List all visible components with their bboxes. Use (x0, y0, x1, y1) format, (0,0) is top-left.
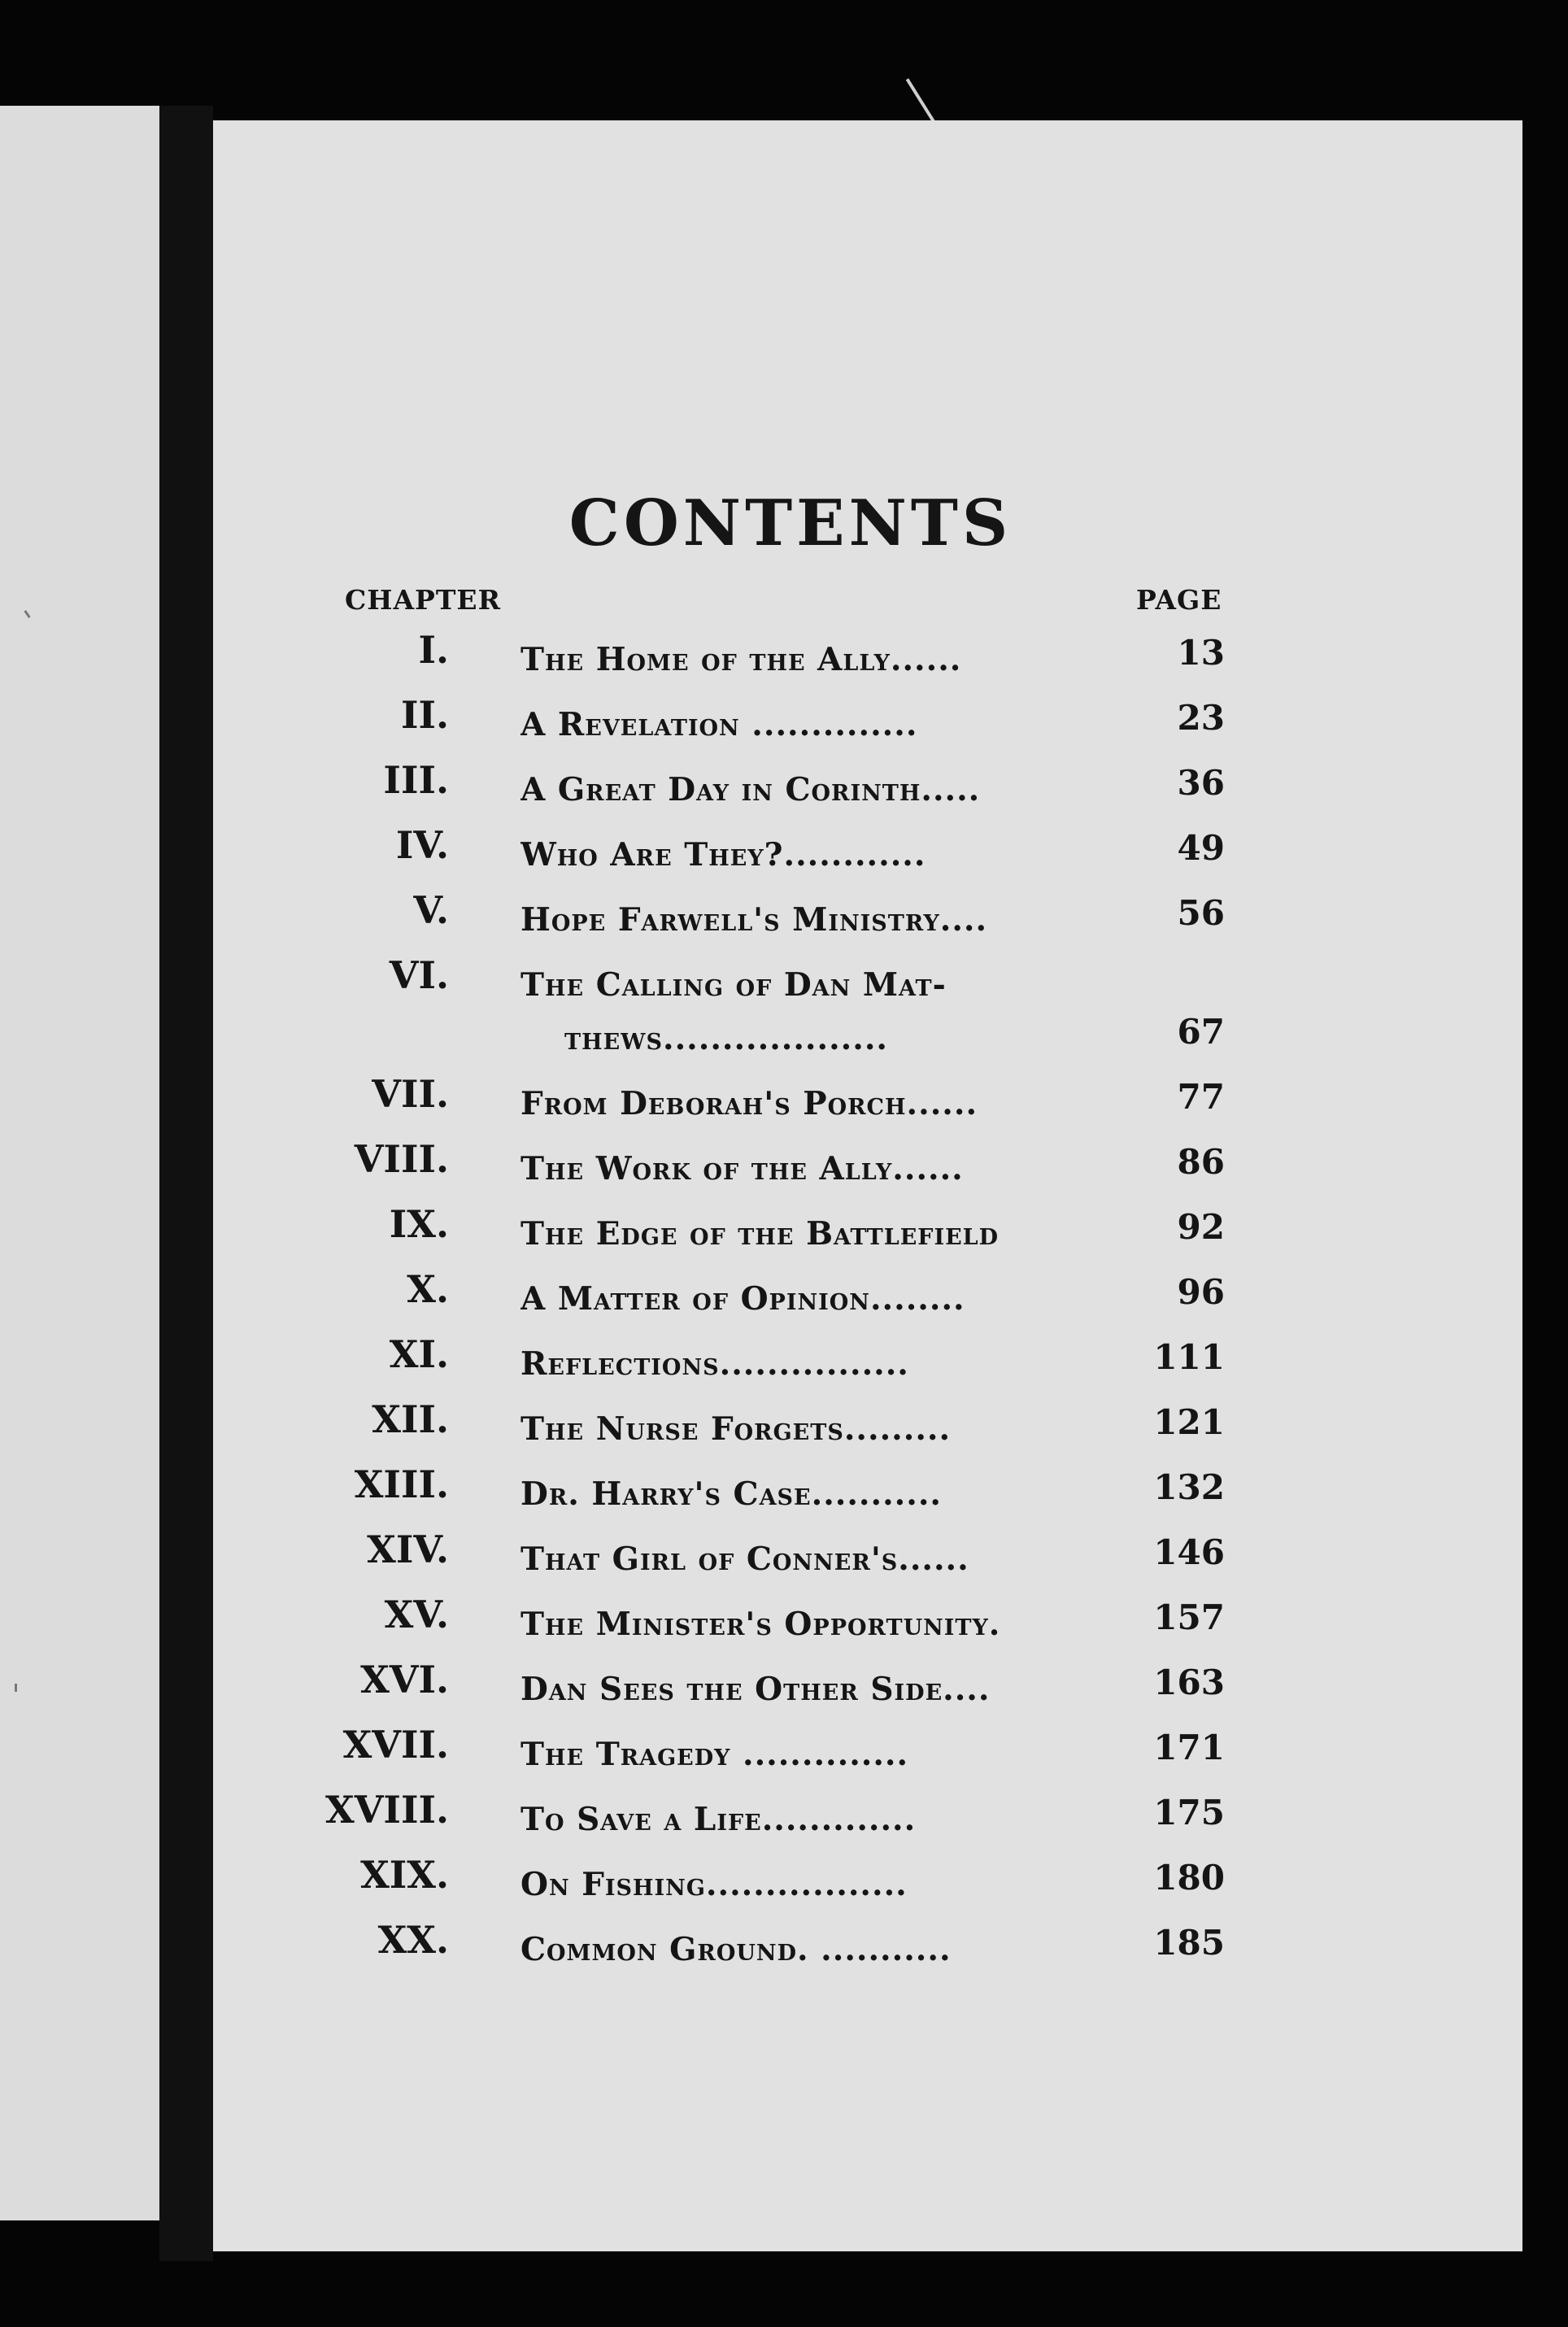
chapter-title: The Minister's Opportunity. (520, 1606, 1001, 1643)
contents-entry (213, 1848, 1392, 1913)
chapter-number: XVII. (342, 1723, 449, 1767)
page-number: 157 (1153, 1597, 1225, 1637)
chapter-number: XVIII. (325, 1788, 449, 1832)
page-number: 185 (1153, 1923, 1225, 1963)
chapter-number: XIX. (360, 1853, 449, 1897)
page-number: 92 (1177, 1207, 1225, 1247)
chapter-number: V. (413, 888, 449, 932)
contents-entry (213, 883, 1392, 948)
contents-entry (213, 623, 1392, 688)
page-number: 13 (1177, 633, 1225, 673)
chapter-title: A Great Day in Corinth..... (520, 771, 981, 808)
chapter-number: VII. (372, 1072, 449, 1116)
page-speck (24, 610, 30, 618)
chapter-title: A Revelation .............. (520, 706, 918, 743)
page-number: 111 (1153, 1337, 1225, 1377)
chapter-title: The Edge of the Battlefield (520, 1215, 1000, 1253)
chapter-title: The Home of the Ally...... (520, 641, 962, 678)
chapter-number: II. (400, 693, 449, 737)
chapter-number: XV. (384, 1593, 449, 1636)
chapter-title: Dan Sees the Other Side.... (520, 1671, 991, 1708)
chapter-title: The Work of the Ally...... (520, 1150, 964, 1187)
contents-entry (213, 1197, 1392, 1262)
page-number: 175 (1153, 1793, 1225, 1832)
chapter-number: XII. (372, 1397, 449, 1441)
contents-entry (213, 818, 1392, 883)
page-title: CONTENTS (568, 486, 1013, 560)
chapter-title: The Nurse Forgets......... (520, 1410, 952, 1448)
page-speck (15, 1684, 17, 1692)
contents-entry (213, 948, 1392, 1067)
facing-page-edge (0, 106, 159, 2220)
page-number: 77 (1177, 1077, 1225, 1117)
chapter-number: VI. (389, 953, 449, 997)
page-column-label: PAGE (1136, 584, 1222, 616)
page-number: 121 (1153, 1402, 1225, 1442)
page-number: 56 (1177, 893, 1225, 933)
contents-entry (213, 753, 1392, 818)
chapter-title: Dr. Harry's Case........... (520, 1475, 942, 1513)
page-number: 23 (1177, 698, 1225, 738)
chapter-title: Hope Farwell's Ministry.... (520, 901, 988, 939)
chapter-column-label: CHAPTER (345, 584, 501, 616)
chapter-title: Reflections................ (520, 1345, 909, 1383)
contents-entry (213, 1718, 1392, 1783)
chapter-title: The Tragedy .............. (520, 1736, 909, 1773)
contents-entry (213, 1262, 1392, 1327)
contents-entry (213, 1523, 1392, 1588)
page-number: 132 (1153, 1467, 1225, 1507)
contents-entry (213, 1653, 1392, 1718)
chapter-title: Common Ground. ........... (520, 1931, 952, 1968)
page-number: 171 (1153, 1728, 1225, 1767)
chapter-title: From Deborah's Porch...... (520, 1085, 978, 1122)
page-number: 36 (1177, 763, 1225, 803)
chapter-title: The Calling of Dan Mat- thews................... (520, 966, 947, 1057)
contents-entry (213, 688, 1392, 753)
chapter-title-continuation: thews................... (564, 1020, 888, 1057)
page-number: 180 (1153, 1858, 1225, 1898)
chapter-number: XX. (377, 1918, 449, 1962)
chapter-number: XI. (389, 1332, 449, 1376)
contents-list (213, 623, 1392, 1978)
chapter-title: Who Are They?............ (520, 836, 926, 874)
chapter-title: On Fishing................. (520, 1866, 908, 1903)
chapter-title: A Matter of Opinion........ (520, 1280, 965, 1318)
chapter-number: I. (418, 628, 449, 672)
contents-entry (213, 1327, 1392, 1392)
page-number: 86 (1177, 1142, 1225, 1182)
contents-entry (213, 1588, 1392, 1653)
chapter-number: IX. (389, 1202, 449, 1246)
book-gutter (159, 106, 213, 2261)
page-number: 49 (1177, 828, 1225, 868)
contents-entry (213, 1458, 1392, 1523)
chapter-number: XIII. (354, 1462, 449, 1506)
contents-entry (213, 1067, 1392, 1132)
chapter-title: To Save a Life............. (520, 1801, 917, 1838)
chapter-number: III. (383, 758, 449, 802)
chapter-number: X. (407, 1267, 449, 1311)
contents-entry (213, 1392, 1392, 1458)
contents-entry (213, 1913, 1392, 1978)
chapter-title: That Girl of Conner's...... (520, 1540, 969, 1578)
contents-entry (213, 1132, 1392, 1197)
chapter-number: XVI. (360, 1658, 449, 1702)
page-number: 163 (1153, 1662, 1225, 1702)
page-number: 146 (1153, 1532, 1225, 1572)
page-number: 67 (1177, 1012, 1225, 1052)
chapter-number: XIV. (367, 1527, 449, 1571)
chapter-number: VIII. (354, 1137, 449, 1181)
contents-page (213, 120, 1522, 2251)
page-number: 96 (1177, 1272, 1225, 1312)
chapter-number: IV. (395, 823, 449, 867)
contents-entry (213, 1783, 1392, 1848)
